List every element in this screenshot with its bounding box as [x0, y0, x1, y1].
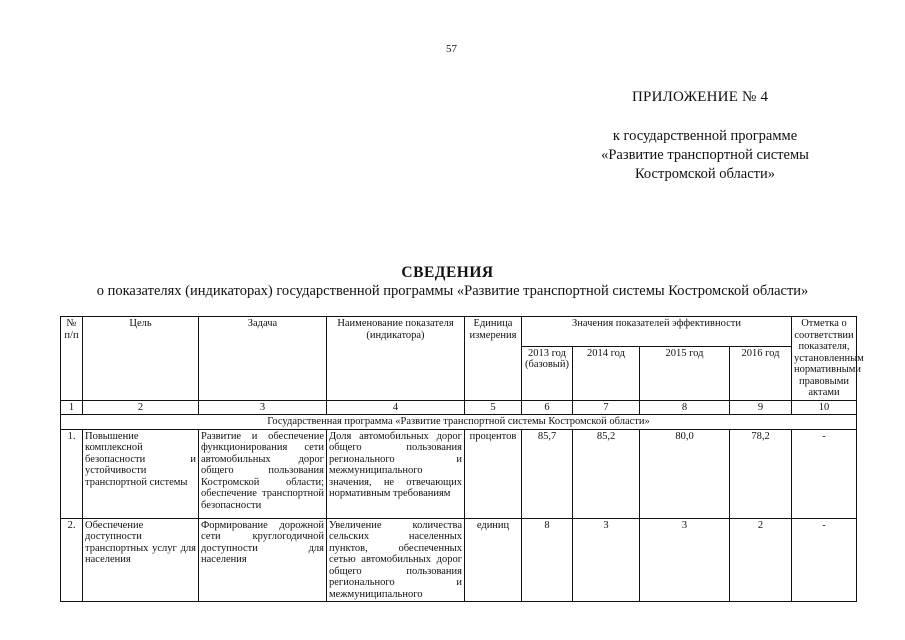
- row-value-2016: 78,2: [730, 429, 792, 518]
- page-number: 57: [446, 43, 457, 55]
- program-row: [61, 415, 857, 430]
- row-value-2016: 2: [730, 518, 792, 602]
- column-numbers-row: [61, 400, 857, 415]
- header-year-2013: 2013 год (базовый): [522, 346, 573, 400]
- row-value-2014: 85,2: [573, 429, 640, 518]
- indicators-table: [60, 316, 864, 602]
- header-goal: Цель: [83, 317, 199, 401]
- column-number: 8: [640, 400, 730, 415]
- row-indicator: Доля автомобильных дорог общего пользования регионального и межмуниципального значения, не отвечающих нормативным требованиям: [327, 429, 465, 518]
- row-note: -: [792, 518, 857, 602]
- header-note: Отметка о соответствии показателя, установленным нормативными правовыми актами: [792, 317, 857, 401]
- row-unit: процентов: [465, 429, 522, 518]
- row-num: 2.: [61, 518, 83, 602]
- header-year-2015: 2015 год: [640, 346, 730, 400]
- row-goal: Обеспечение доступности транспортных услуг для населения: [83, 518, 199, 602]
- appendix-line: Костромской области»: [634, 166, 775, 182]
- row-unit: единиц: [465, 518, 522, 602]
- appendix-reference: [540, 127, 870, 184]
- header-task: Задача: [199, 317, 327, 401]
- appendix-line: к государственной программе: [612, 128, 798, 144]
- column-number: 2: [83, 400, 199, 415]
- column-number: 3: [199, 400, 327, 415]
- table-header-row: [61, 317, 857, 347]
- row-value-2015: 80,0: [640, 429, 730, 518]
- row-value-2013: 85,7: [522, 429, 573, 518]
- column-number: 1: [61, 400, 83, 415]
- column-number: 6: [522, 400, 573, 415]
- column-number: 10: [792, 400, 857, 415]
- appendix-title: ПРИЛОЖЕНИЕ № 4: [632, 89, 769, 105]
- document-title: СВЕДЕНИЯ: [401, 264, 494, 281]
- program-name: Государственная программа «Развитие транспортной системы Костромской области»: [61, 415, 857, 430]
- header-year-2014: 2014 год: [573, 346, 640, 400]
- row-value-2013: 8: [522, 518, 573, 602]
- column-number: 5: [465, 400, 522, 415]
- row-value-2014: 3: [573, 518, 640, 602]
- appendix-line: «Развитие транспортной системы: [601, 147, 809, 163]
- document-heading: [0, 264, 905, 300]
- row-value-2015: 3: [640, 518, 730, 602]
- table-row: [61, 518, 857, 602]
- header-year-2016: 2016 год: [730, 346, 792, 400]
- document-subtitle: о показателях (индикаторах) государственной программы «Развитие транспортной системы Костромской области»: [96, 283, 809, 299]
- header-unit: Единица измерения: [465, 317, 522, 401]
- row-task: Формирование дорожной сети круглогодичной доступности для населения: [199, 518, 327, 602]
- column-number: 4: [327, 400, 465, 415]
- header-indicator: Наименование показателя (индикатора): [327, 317, 465, 401]
- row-goal: Повышение комплексной безопасности и устойчивости транспортной системы: [83, 429, 199, 518]
- column-number: 7: [573, 400, 640, 415]
- header-values-group: Значения показателей эффективности: [522, 317, 792, 347]
- table-row: [61, 429, 857, 518]
- header-num: № п/п: [61, 317, 83, 401]
- row-note: -: [792, 429, 857, 518]
- row-num: 1.: [61, 429, 83, 518]
- row-task: Развитие и обеспечение функционирования сети автомобильных дорог общего пользования Костромской области; обеспечение транспортной безопасности: [199, 429, 327, 518]
- column-number: 9: [730, 400, 792, 415]
- row-indicator: Увеличение количества сельских населенных пунктов, обеспеченных сетью автомобильных дорог общего пользования регионального и межмуниципального: [327, 518, 465, 602]
